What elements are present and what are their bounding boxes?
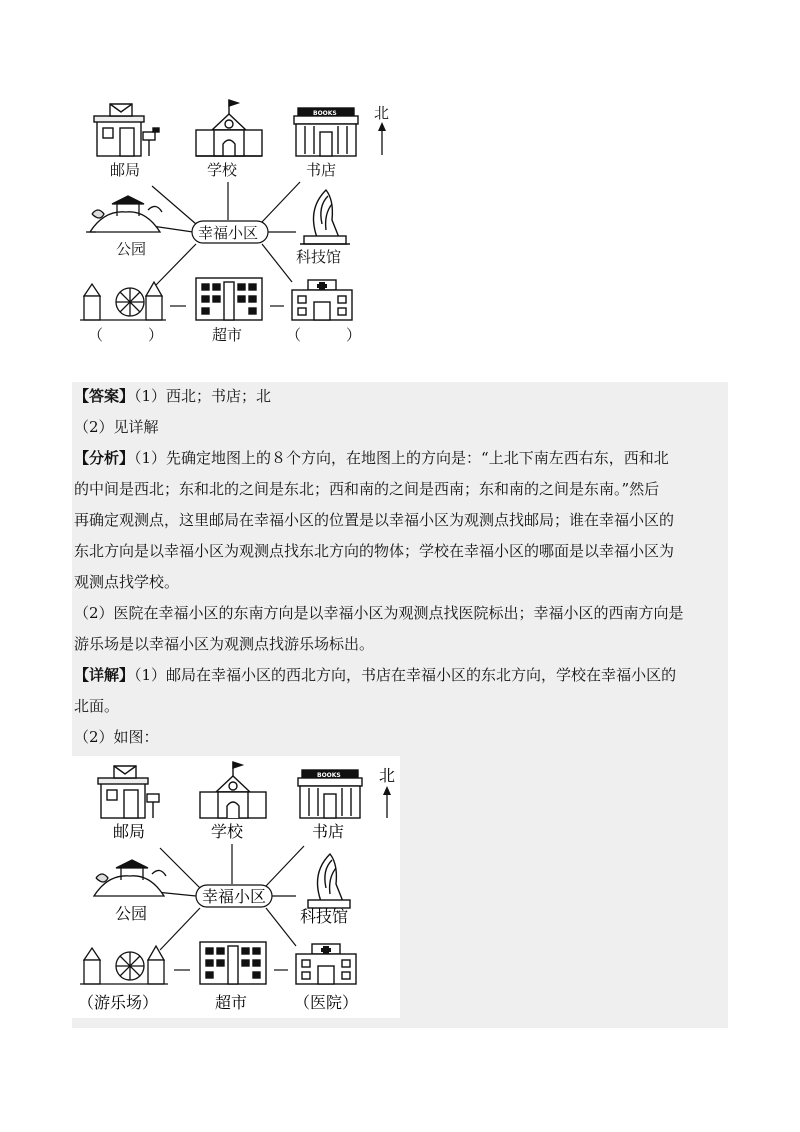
answer-hospital-label: （医院）: [294, 993, 359, 1012]
science-museum-icon: [300, 190, 350, 244]
blank-label-right: （ ）: [286, 326, 362, 344]
school-icon: [196, 100, 262, 156]
answer-school-icon: [200, 762, 266, 818]
analysis-line-5: 观测点找学校。: [74, 573, 180, 591]
blank-label-left: （ ）: [88, 326, 164, 344]
answer-center-label: 幸福小区: [202, 887, 267, 906]
answer-post-office-label: 邮局: [113, 822, 146, 841]
analysis-line-1: [74, 448, 669, 468]
north-arrow-icon: [378, 122, 386, 155]
detail-text-1: （1）邮局在幸福小区的西北方向，书店在幸福小区的东北方向，学校在幸福小区的: [134, 666, 677, 684]
answer-park-icon: [94, 860, 166, 896]
answer-supermarket-label: 超市: [215, 993, 248, 1012]
hospital-icon: [292, 280, 352, 320]
detail-line-3: （2）如图：: [74, 728, 159, 746]
park-label: 公园: [116, 240, 147, 258]
answer-map: [72, 756, 400, 1018]
question-map: [0, 0, 800, 360]
detail-line-1: [74, 665, 676, 685]
bookstore-label: 书店: [306, 161, 337, 179]
amusement-park-icon: [80, 282, 166, 320]
answer-north-label: 北: [379, 766, 396, 785]
analysis-line-2: 的中间是西北；东和北的之间是东北；西和南的之间是西南；东和南的之间是东南。”然后: [74, 480, 660, 498]
answer-amusement-park-label: （游乐场）: [78, 993, 159, 1012]
analysis-tag: 【分析】: [74, 449, 135, 467]
answer-hospital-icon: [296, 944, 356, 984]
analysis-line-4: 东北方向是以幸福小区为观测点找东北方向的物体；学校在幸福小区的哪面是以幸福小区为: [74, 542, 675, 560]
bookstore-sign: BOOKS: [313, 110, 337, 117]
answer-bookstore-sign: BOOKS: [317, 772, 341, 779]
center-label: 幸福小区: [198, 224, 259, 242]
answer-science-museum-label: 科技馆: [300, 907, 349, 926]
analysis-line-3: 再确定观测点，这里邮局在幸福小区的位置是以幸福小区为观测点找邮局；谁在幸福小区的: [74, 511, 675, 529]
answer-north-arrow-icon: [383, 786, 391, 818]
answer-post-office-icon: [98, 766, 159, 818]
north-label: 北: [374, 104, 390, 122]
supermarket-icon: [196, 278, 262, 320]
analysis-line-7: 游乐场是以幸福小区为观测点找游乐场标出。: [74, 635, 375, 653]
post-office-icon: [94, 104, 159, 156]
post-office-label: 邮局: [110, 161, 141, 179]
answer-tag: 【答案】: [74, 387, 135, 405]
answer-bookstore-label: 书店: [312, 822, 345, 841]
answer-text-1: （1）西北；书店；北: [134, 387, 272, 405]
science-museum-label: 科技馆: [296, 248, 342, 266]
analysis-line-6: （2）医院在幸福小区的东南方向是以幸福小区为观测点找医院标出；幸福小区的西南方向是: [74, 604, 684, 622]
answer-amusement-park-icon: [80, 946, 168, 984]
answer-line-2: （2）见详解: [74, 418, 159, 436]
detail-line-2: 北面。: [74, 697, 120, 715]
detail-tag: 【详解】: [74, 666, 135, 684]
answer-park-label: 公园: [115, 904, 148, 923]
school-label: 学校: [207, 161, 238, 179]
park-icon: [86, 196, 162, 232]
supermarket-label: 超市: [212, 326, 243, 344]
answer-line-1: [74, 386, 271, 406]
answer-supermarket-icon: [200, 942, 266, 984]
analysis-text-1: （1）先确定地图上的８个方向，在地图上的方向是：“上北下南左西右东，西和北: [134, 449, 669, 467]
answer-science-museum-icon: [308, 854, 350, 908]
answer-school-label: 学校: [211, 822, 244, 841]
